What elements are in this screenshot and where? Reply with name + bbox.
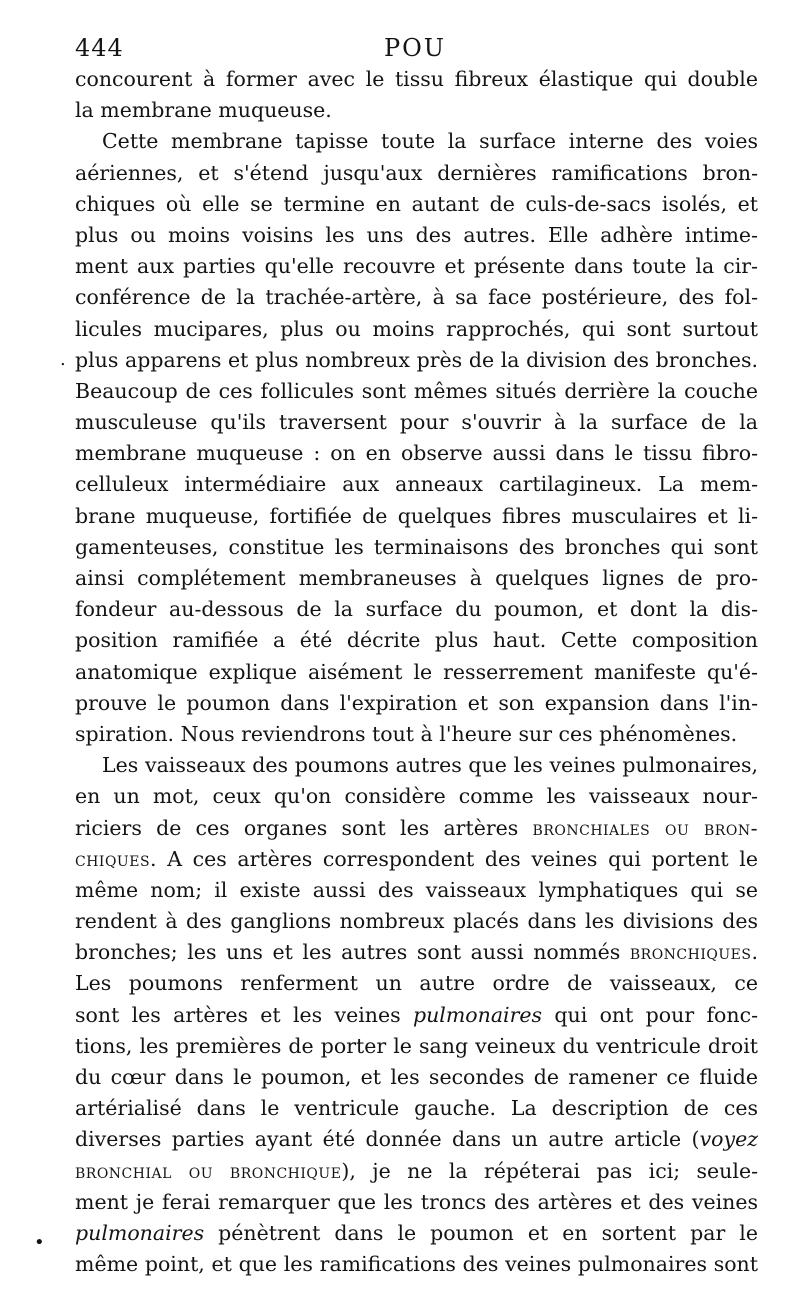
page-number: 444	[75, 34, 124, 62]
text-line: brane muqueuse, fortifiée de quelques fibres musculaires et li-	[75, 503, 758, 528]
text-line: même nom; il existe aussi des vaisseaux lymphatiques qui se	[75, 877, 758, 902]
text-line: riciers de ces organes sont les artères bronchiales ou bron-	[75, 815, 758, 840]
paragraph-first-line: Cette membrane tapisse toute la surface interne des voies	[102, 129, 758, 154]
text-line: chiques où elle se termine en autant de culs-de-sacs isolés, et	[75, 191, 758, 216]
text-line: Beaucoup de ces follicules sont mêmes situés derrière la couche	[75, 378, 758, 403]
text-line: plus ou moins voisins les uns des autres. Elle adhère intime-	[75, 222, 758, 247]
text-line: bronchial ou bronchique), je ne la répéterai pas ici; seule-	[75, 1158, 759, 1183]
text-line: membrane muqueuse : on en observe aussi dans le tissu fibro-	[75, 441, 758, 466]
paragraph-first-line: Les vaisseaux des poumons autres que les veines pulmonaires,	[102, 753, 758, 778]
text-line: artérialisé dans le ventricule gauche. La description de ces	[75, 1096, 758, 1121]
margin-dot-mark: .	[60, 349, 66, 370]
text-line: rendent à des ganglions nombreux placés dans les divisions des	[75, 909, 758, 934]
margin-dot-mark: •	[34, 1232, 45, 1253]
text-line: bronches; les uns et les autres sont aussi nommés bronchiques.	[75, 940, 758, 965]
text-line: du cœur dans le poumon, et les secondes de ramener ce fluide	[75, 1065, 758, 1089]
italic-term: pulmonaires	[412, 1002, 543, 1027]
text-line: concourent à former avec le tissu fibreux élastique qui double	[75, 67, 758, 91]
text-line: sont les artères et les veines pulmonaires qui ont pour fonc-	[75, 1002, 758, 1027]
text-line: diverses parties ayant été donnée dans un autre article (voyez	[75, 1127, 758, 1152]
body-text	[75, 64, 758, 1280]
text-line: spiration. Nous reviendrons tout à l'heure sur ces phénomènes.	[75, 721, 738, 746]
text-line: ainsi complétement membraneuses à quelques lignes de pro-	[75, 566, 758, 590]
text-line: musculeuse qu'ils traversent pour s'ouvrir à la surface de la	[75, 410, 758, 435]
text-line: aériennes, et s'étend jusqu'aux dernières ramifications bron-	[75, 160, 758, 185]
text-line: prouve le poumon dans l'expiration et son expansion dans l'in-	[75, 690, 758, 715]
text-line: anatomique explique aisément le resserrement manifeste qu'é-	[75, 659, 758, 684]
text-line: ment je ferai remarquer que les troncs des artères et des veines	[75, 1189, 758, 1214]
text-line: chiques. A ces artères correspondent des veines qui portent le	[75, 846, 758, 871]
running-head: POU	[383, 34, 447, 62]
text-line: conférence de la trachée-artère, à sa face postérieure, des fol-	[75, 285, 758, 310]
text-line: licules mucipares, plus ou moins rapprochés, qui sont surtout	[75, 316, 758, 341]
text-line: plus apparens et plus nombreux près de la division des bronches.	[75, 347, 758, 372]
text-line: la membrane muqueuse.	[75, 98, 332, 123]
text-line: tions, les premières de porter le sang veineux du ventricule droit	[75, 1033, 758, 1058]
text-line: même point, et que les ramifications des veines pulmonaires sont	[75, 1252, 758, 1277]
text-line: fondeur au-dessous de la surface du poumon, et dont la dis-	[75, 597, 758, 622]
small-caps-term: bronchial ou bronchique	[75, 1158, 342, 1183]
text-line: ment aux parties qu'elle recouvre et présente dans toute la cir-	[75, 254, 758, 279]
text-line: position ramifiée a été décrite plus haut. Cette composition	[75, 628, 758, 653]
text-line: pulmonaires pénètrent dans le poumon et en sortent par le	[75, 1220, 758, 1245]
small-caps-term: bronchiques	[629, 940, 752, 965]
text-line: gamenteuses, constitue les terminaisons des bronches qui sont	[75, 534, 758, 559]
small-caps-term: chiques	[75, 846, 151, 871]
small-caps-term: bronchiales ou bron-	[532, 815, 758, 840]
italic-term: voyez	[699, 1127, 758, 1152]
text-line: celluleux intermédiaire aux anneaux cartilagineux. La mem-	[75, 472, 758, 497]
italic-term: pulmonaires	[75, 1220, 205, 1245]
text-line: Les poumons renferment un autre ordre de vaisseaux, ce	[75, 971, 758, 996]
text-line: en un mot, ceux qu'on considère comme les vaisseaux nour-	[75, 784, 758, 809]
